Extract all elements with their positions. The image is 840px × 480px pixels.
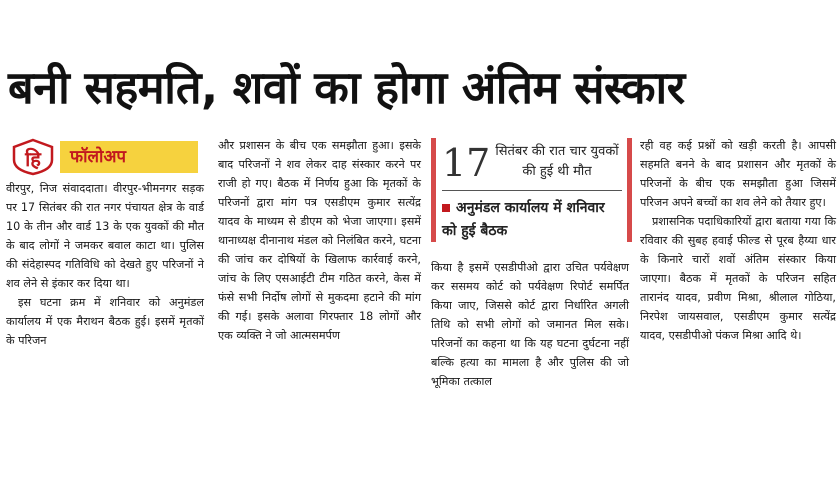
paragraph: किया है इसमें एसडीपीओ द्वारा उचित पर्यवेक्षण कर ससमय कोर्ट को पर्यवेक्षण रिपोर्ट समर्पित किया जाए, जिससे कोर्ट द्वारा निर्धारित अगली तिथि को सभी लोगों को जमानत मिल सके। परिजनों का कहना था कि यह घटना दुर्घटना नहीं बल्कि हत्या का मामला है और पुलिस की जो भूमिका तत्काल: [431, 261, 629, 388]
hindustan-logo-icon: [10, 138, 56, 176]
paragraph: और प्रशासन के बीच एक समझौता हुआ। इसके बाद परिजनों ने शव लेकर दाह संस्कार करने पर राजी हो गए। बैठक में निर्णय हुआ कि मृतकों के परिजनों द्वारा मांग पत्र एसडीएम कुमार सत्येंद्र यादव के माध्यम से डीएम को भेजा जाएगा। इसमें थानाध्यक्ष दीनानाथ मंडल को निलंबित करने, घटना की जांच कर दोषियों के खिलाफ कार्रवाई करने, जांच के लिए एसआईटी टीम गठित करने, केस में फंसे सभी निर्दोष लोगों से मुकदमा हटाने की मांग की गई। इसके अलावा गिरफ्तार 18 लोगों और एक व्यक्ति ने जो आत्मसमर्पण: [218, 139, 421, 342]
highlight-left-bar: [431, 138, 436, 242]
paragraph: रही वह कई प्रश्नों को खड़ी करती है। आपसी सहमति बनने के बाद प्रशासन और मृतकों के परिजनों के बीच एक समझौता हुआ जिसमें परिजन अपने बच्चों का शव लेने को तैयार हुए।: [640, 139, 836, 209]
highlight-subhead-text: अनुमंडल कार्यालय में शनिवार को हुई बैठक: [442, 200, 605, 239]
highlight-caption: सितंबर की रात चार युवकों की हुई थी मौत: [495, 144, 619, 179]
paragraph: इस घटना क्रम में शनिवार को अनुमंडल कार्यालय में एक मैराथन बैठक हुई। इसमें मृतकों के परिजन: [6, 296, 204, 347]
section-label: फॉलोअप: [60, 141, 198, 173]
article-column-3: [431, 258, 629, 391]
highlight-number: 17: [442, 141, 491, 185]
svg-text:हि: हि: [25, 147, 41, 171]
article-column-2: [218, 136, 421, 345]
paragraph: वीरपुर, निज संवाददाता। वीरपुर-भीमनगर सड़क पर 17 सितंबर की रात नगर पंचायत क्षेत्र के वार्ड 10 के तीन और वार्ड 13 के एक युवकों की मौत के बाद लोगों ने जमकर बवाल काटा था। पुलिस की संदेहास्पद गतिविधि को देखते हुए परिजनों ने शव लेने से इंकार कर दिया था।: [6, 182, 204, 290]
highlight-divider: [442, 190, 622, 191]
highlight-right-bar: [627, 138, 632, 242]
article-column-1: [6, 179, 204, 350]
headline: बनी सहमति, शवों का होगा अंतिम संस्कार: [8, 61, 685, 114]
highlight-subhead: [442, 197, 622, 243]
bullet-square-icon: [442, 204, 450, 212]
article-column-4: [640, 136, 836, 345]
paragraph: प्रशासनिक पदाधिकारियों द्वारा बताया गया कि रविवार की सुबह हवाई फील्ड से पूरब हैय्या धार के किनारे चारों शवों अंतिम संस्कार किया जाएगा। बैठक में मृतकों के परिजन सहित तारानंद यादव, प्रवीण मिश्रा, श्रीलाल गोठिया, निरपेश जायसवाल, एसडीएम कुमार सत्येंद्र यादव, एसडीपीओ पंकज मिश्रा आदि थे।: [640, 215, 836, 342]
